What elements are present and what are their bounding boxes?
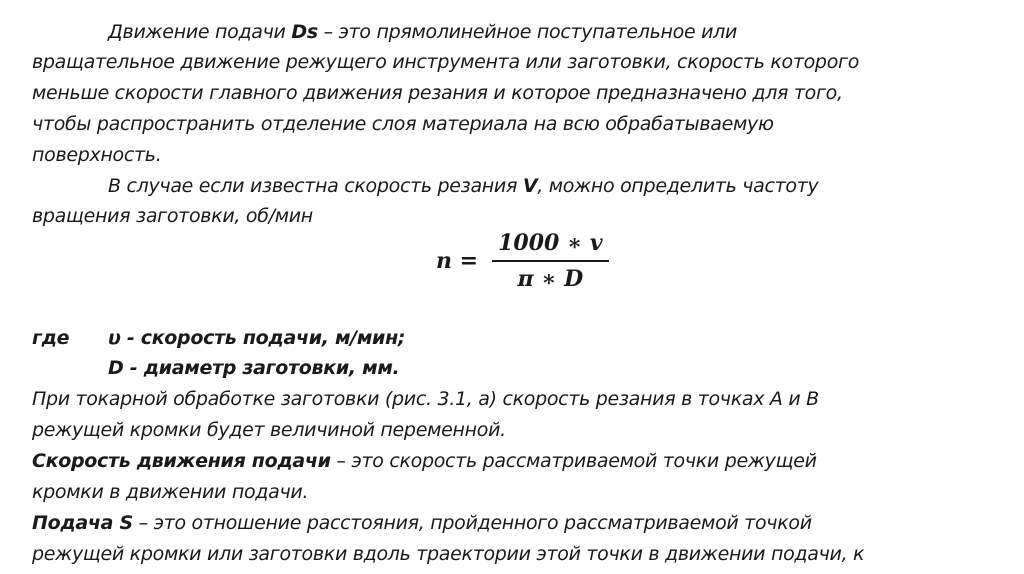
p5-line-2: режущей кромки или заготовки вдоль траектории этой точки в движении подачи, к	[32, 543, 865, 565]
cutting-speed-symbol: V	[522, 175, 538, 197]
p1-line-2: вращательное движение режущего инструмента или заготовки, скорость которого	[32, 51, 860, 73]
p4-line-1: Скорость движения подачи – это скорость рассматриваемой точки режущей	[32, 450, 817, 472]
where-item-diameter: D - диаметр заготовки, мм.	[108, 357, 400, 379]
p1-line-1: Движение подачи Ds – это прямолинейное поступательное или	[108, 21, 738, 43]
formula-numerator: 1000 ∗ v	[492, 230, 609, 262]
feed-speed-term: Скорость движения подачи	[32, 450, 331, 472]
p4-line-2: кромки в движении подачи.	[32, 481, 309, 503]
feed-symbol: S	[119, 512, 133, 534]
formula-lhs: n =	[436, 248, 479, 274]
p2-line-2: вращения заготовки, об/мин	[32, 205, 313, 227]
feed-term: Подача	[32, 512, 120, 534]
where-label: где	[32, 327, 70, 349]
p2-line-1: В случае если известна скорость резания V, можно определить частоту	[108, 175, 819, 197]
p1-line-5: поверхность.	[32, 144, 162, 166]
p1-line-3: меньше скорости главного движения резания и которое предназначено для того,	[32, 82, 843, 104]
p5-line-1: Подача S – это отношение расстояния, пройденного рассматриваемой точкой	[32, 512, 812, 534]
p3-line-1: При токарной обработке заготовки (рис. 3.1, а) скорость резания в точках А и В	[32, 388, 819, 410]
feed-motion-symbol: Ds	[291, 21, 318, 43]
p1-line-4: чтобы распространить отделение слоя материала на всю обрабатываемую	[32, 113, 774, 135]
where-item-speed: υ - скорость подачи, м/мин;	[108, 327, 406, 349]
formula-denominator: π ∗ D	[517, 266, 584, 292]
formula-fraction	[492, 230, 609, 292]
rotation-frequency-formula	[436, 228, 609, 294]
p3-line-2: режущей кромки будет величиной переменной.	[32, 419, 506, 441]
